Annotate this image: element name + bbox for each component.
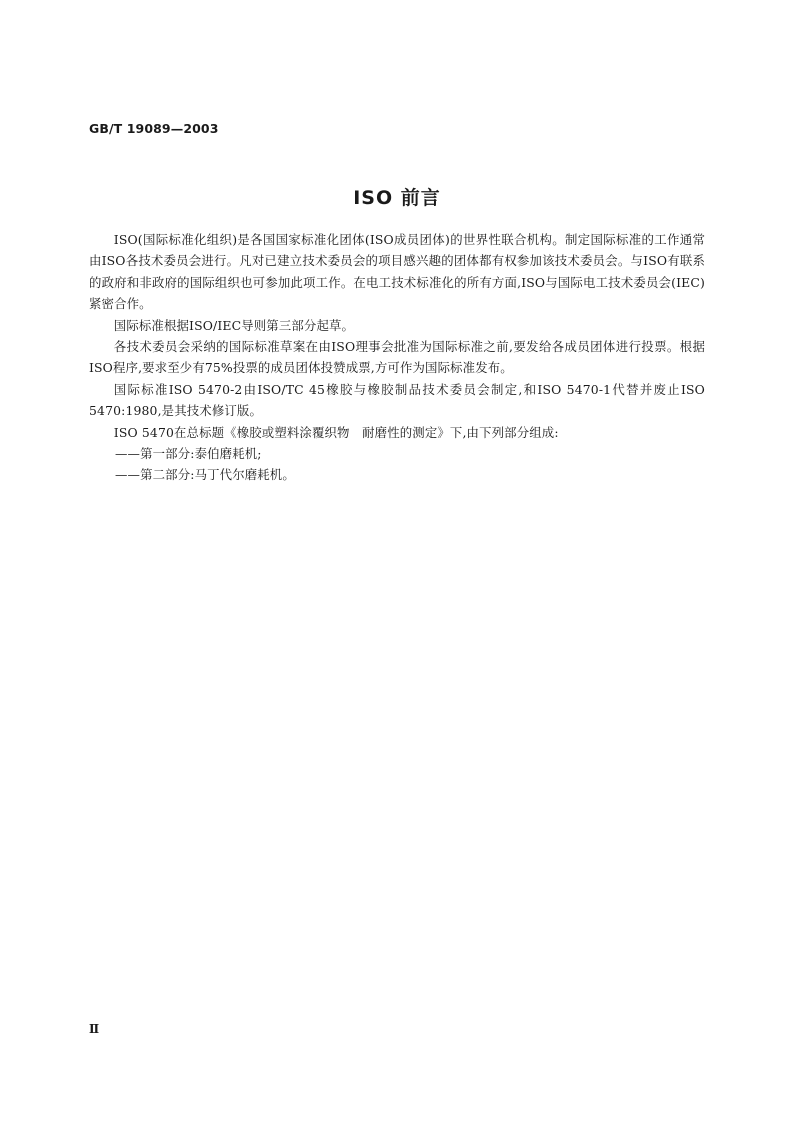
paragraph-iso-intro: ISO(国际标准化组织)是各国国家标准化团体(ISO成员团体)的世界性联合机构。制定国际标准的工作通常由ISO各技术委员会进行。凡对已建立技术委员会的项目感兴趣的团体都有权参加该技术委员会。与ISO有联系的政府和非政府的国际组织也可参加此项工作。在电工技术标准化的所有方面,ISO与国际电工技术委员会(IEC)紧密合作。 [89, 232, 705, 312]
paragraph-parts-intro: ISO 5470在总标题《橡胶或塑料涂覆织物 耐磨性的测定》下,由下列部分组成: [113, 424, 559, 440]
paragraph-voting: 各技术委员会采纳的国际标准草案在由ISO理事会批准为国际标准之前,要发给各成员团体进行投票。根据ISO程序,要求至少有75%投票的成员团体投赞成票,方可作为国际标准发布。 [89, 339, 705, 376]
page-number: Ⅱ [89, 1022, 100, 1036]
foreword-body [89, 229, 705, 486]
list-item-part-1: ——第一部分:泰伯磨耗机; [115, 446, 262, 462]
paragraph-directives: 国际标准根据ISO/IEC导则第三部分起草。 [113, 317, 355, 333]
page-title: ISO 前言 [353, 187, 441, 209]
list-item-part-2: ——第二部分:马丁代尔磨耗机。 [115, 467, 295, 483]
standard-code: GB/T 19089—2003 [89, 121, 219, 136]
paragraph-tc45: 国际标准ISO 5470-2由ISO/TC 45橡胶与橡胶制品技术委员会制定,和ISO 5470-1代替并废止ISO 5470:1980,是其技术修订版。 [89, 381, 705, 419]
